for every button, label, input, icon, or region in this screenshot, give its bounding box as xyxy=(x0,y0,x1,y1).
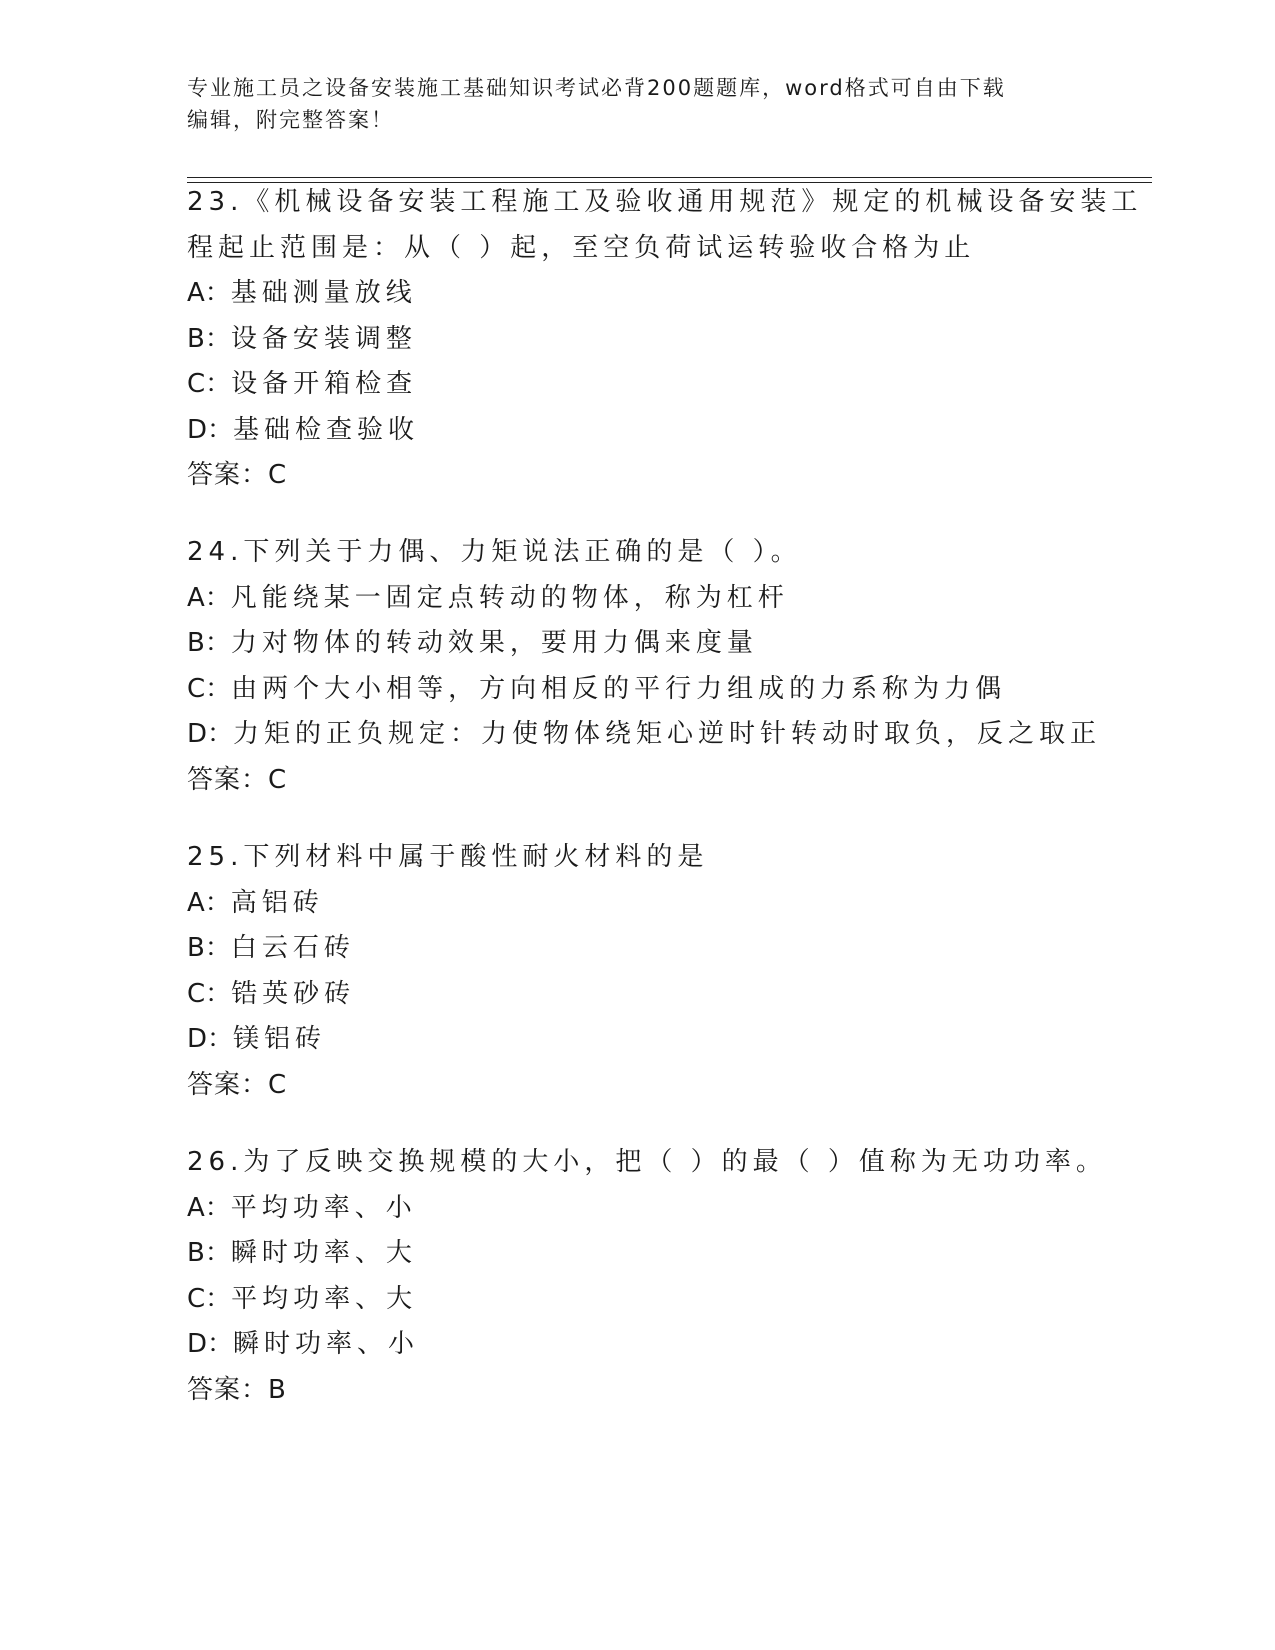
option-key: C： xyxy=(187,673,232,704)
answer: 答案：C xyxy=(187,1069,288,1100)
option-key: C： xyxy=(187,1283,232,1314)
option-key: D： xyxy=(187,1329,234,1359)
option-key: B： xyxy=(187,628,231,658)
document-header xyxy=(187,72,1067,136)
option-b xyxy=(187,621,1087,667)
option-key: C： xyxy=(187,369,232,399)
header-line-2: 编辑，附完整答案！ xyxy=(187,108,394,132)
question-stem: 24.下列关于力偶、力矩说法正确的是（ ）。 xyxy=(187,537,802,567)
option-text: 高铝砖 xyxy=(230,887,324,918)
option-a xyxy=(187,271,1087,317)
option-text: 平均功率、大 xyxy=(231,1283,418,1314)
option-key: C： xyxy=(187,978,232,1009)
question-stem-continued: 程起止范围是：从（ ）起，至空负荷试运转验收合格为止 xyxy=(187,232,976,263)
option-c xyxy=(187,972,1087,1018)
answer: 答案：C xyxy=(187,460,288,490)
header-line-1: 专业施工员之设备安装施工基础知识考试必背200题题库，word格式可自由下载 xyxy=(187,76,1006,100)
option-key: D： xyxy=(187,1024,234,1054)
option-text: 瞬时功率、小 xyxy=(233,1329,420,1359)
question-stem: 23.《机械设备安装工程施工及验收通用规范》规定的机械设备安装工 xyxy=(187,187,1143,217)
option-key: D： xyxy=(187,414,234,445)
option-c xyxy=(187,667,1087,713)
option-key: B： xyxy=(187,1238,231,1268)
question-stem: 25.下列材料中属于酸性耐火材料的是 xyxy=(187,842,709,872)
option-a xyxy=(187,576,1087,622)
answer: 答案：B xyxy=(187,1374,287,1405)
option-key: A： xyxy=(187,887,231,918)
option-text: 基础测量放线 xyxy=(230,278,417,308)
option-key: A： xyxy=(187,582,231,613)
option-text: 镁铝砖 xyxy=(233,1024,327,1054)
option-key: B： xyxy=(187,933,231,963)
option-d xyxy=(187,1322,1087,1368)
option-d xyxy=(187,712,1102,758)
option-key: D： xyxy=(187,719,234,749)
option-text: 平均功率、小 xyxy=(230,1192,417,1223)
option-key: A： xyxy=(187,278,231,308)
option-text: 设备安装调整 xyxy=(230,323,417,354)
option-text: 设备开箱检查 xyxy=(231,369,418,399)
option-c xyxy=(187,362,1087,408)
question-23 xyxy=(187,180,1143,499)
option-b xyxy=(187,317,1087,363)
option-text: 瞬时功率、大 xyxy=(230,1238,417,1268)
question-24 xyxy=(187,530,1102,803)
option-text: 白云石砖 xyxy=(230,933,355,963)
question-25 xyxy=(187,835,1087,1108)
option-b xyxy=(187,1231,1087,1277)
option-key: B： xyxy=(187,323,231,354)
question-26 xyxy=(187,1140,1107,1413)
option-b xyxy=(187,926,1087,972)
option-text: 基础检查验收 xyxy=(233,414,420,445)
option-text: 锆英砂砖 xyxy=(231,978,356,1009)
option-d xyxy=(187,408,1087,454)
question-stem: 26.为了反映交换规模的大小，把（ ）的最（ ）值称为无功功率。 xyxy=(187,1147,1107,1177)
option-text: 凡能绕某一固定点转动的物体，称为杠杆 xyxy=(230,582,789,613)
option-c xyxy=(187,1277,1087,1323)
option-key: A： xyxy=(187,1192,231,1223)
option-text: 力矩的正负规定：力使物体绕矩心逆时针转动时取负，反之取正 xyxy=(233,719,1102,749)
option-a xyxy=(187,881,1087,927)
option-a xyxy=(187,1186,1087,1232)
header-divider-top xyxy=(187,177,1152,178)
option-text: 力对物体的转动效果，要用力偶来度量 xyxy=(230,628,758,658)
answer: 答案：C xyxy=(187,764,288,795)
option-d xyxy=(187,1017,1087,1063)
option-text: 由两个大小相等，方向相反的平行力组成的力系称为力偶 xyxy=(231,673,1007,704)
